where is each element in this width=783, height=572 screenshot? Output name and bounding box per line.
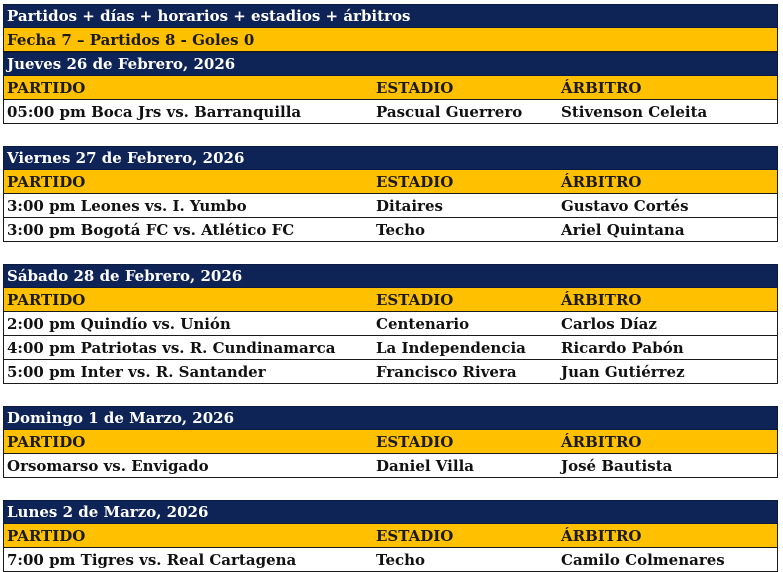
day-block-lunes (3, 500, 778, 572)
column-header-estadio: ESTADIO (376, 78, 454, 97)
match-cell: 2:00 pm Quindío vs. Unión (7, 314, 231, 333)
day-label: Lunes 2 de Marzo, 2026 (7, 503, 209, 521)
referee-cell: Carlos Díaz (561, 314, 657, 333)
match-row (3, 548, 778, 572)
match-row (3, 218, 778, 242)
match-cell: 7:00 pm Tigres vs. Real Cartagena (7, 550, 297, 569)
match-cell: 4:00 pm Patriotas vs. R. Cundinamarca (7, 338, 336, 357)
day-label: Sábado 28 de Febrero, 2026 (7, 267, 243, 285)
spacer (3, 124, 778, 146)
match-cell: Orsomarso vs. Envigado (7, 456, 209, 475)
column-header-row (3, 170, 778, 194)
day-block-jueves (3, 52, 778, 124)
spacer (3, 478, 778, 500)
match-row (3, 360, 778, 384)
column-header-row (3, 524, 778, 548)
stadium-cell: Francisco Rivera (376, 362, 517, 381)
match-row (3, 454, 778, 478)
day-label: Viernes 27 de Febrero, 2026 (7, 149, 245, 167)
column-header-row (3, 430, 778, 454)
spacer (3, 384, 778, 406)
column-header-estadio: ESTADIO (376, 432, 454, 451)
column-header-arbitro: ÁRBITRO (561, 290, 642, 309)
column-header-estadio: ESTADIO (376, 290, 454, 309)
stadium-cell: Techo (376, 220, 426, 239)
day-header (3, 264, 778, 288)
day-block-domingo (3, 406, 778, 478)
column-header-arbitro: ÁRBITRO (561, 78, 642, 97)
column-header-partido: PARTIDO (7, 432, 86, 451)
match-cell: 3:00 pm Leones vs. I. Yumbo (7, 196, 247, 215)
column-header-estadio: ESTADIO (376, 172, 454, 191)
day-label: Domingo 1 de Marzo, 2026 (7, 409, 235, 427)
stadium-cell: Pascual Guerrero (376, 102, 523, 121)
column-header-row (3, 76, 778, 100)
day-header (3, 406, 778, 430)
column-header-partido: PARTIDO (7, 172, 86, 191)
schedule-sheet (3, 4, 778, 572)
day-header (3, 52, 778, 76)
referee-cell: Gustavo Cortés (561, 196, 689, 215)
stadium-cell: Ditaires (376, 196, 443, 215)
schedule-title-text: Partidos + días + horarios + estadios + árbitros (7, 7, 411, 25)
stadium-cell: Centenario (376, 314, 470, 333)
stadium-cell: Daniel Villa (376, 456, 474, 475)
column-header-arbitro: ÁRBITRO (561, 432, 642, 451)
day-block-viernes (3, 146, 778, 242)
match-row (3, 194, 778, 218)
match-row (3, 100, 778, 124)
day-label: Jueves 26 de Febrero, 2026 (7, 55, 236, 73)
day-header (3, 146, 778, 170)
stadium-cell: La Independencia (376, 338, 526, 357)
match-row (3, 336, 778, 360)
match-row (3, 312, 778, 336)
match-cell: 5:00 pm Inter vs. R. Santander (7, 362, 266, 381)
referee-cell: Juan Gutiérrez (561, 362, 685, 381)
day-block-sabado (3, 264, 778, 384)
column-header-partido: PARTIDO (7, 290, 86, 309)
round-summary-text: Fecha 7 – Partidos 8 - Goles 0 (7, 30, 255, 49)
column-header-partido: PARTIDO (7, 526, 86, 545)
referee-cell: Stivenson Celeita (561, 102, 708, 121)
column-header-estadio: ESTADIO (376, 526, 454, 545)
referee-cell: José Bautista (561, 456, 673, 475)
match-cell: 05:00 pm Boca Jrs vs. Barranquilla (7, 102, 302, 121)
column-header-row (3, 288, 778, 312)
referee-cell: Ariel Quintana (561, 220, 685, 239)
schedule-title (3, 4, 778, 28)
stadium-cell: Techo (376, 550, 426, 569)
day-header (3, 500, 778, 524)
column-header-partido: PARTIDO (7, 78, 86, 97)
referee-cell: Camilo Colmenares (561, 550, 725, 569)
column-header-arbitro: ÁRBITRO (561, 526, 642, 545)
column-header-arbitro: ÁRBITRO (561, 172, 642, 191)
referee-cell: Ricardo Pabón (561, 338, 684, 357)
spacer (3, 242, 778, 264)
round-summary (3, 28, 778, 52)
match-cell: 3:00 pm Bogotá FC vs. Atlético FC (7, 220, 295, 239)
